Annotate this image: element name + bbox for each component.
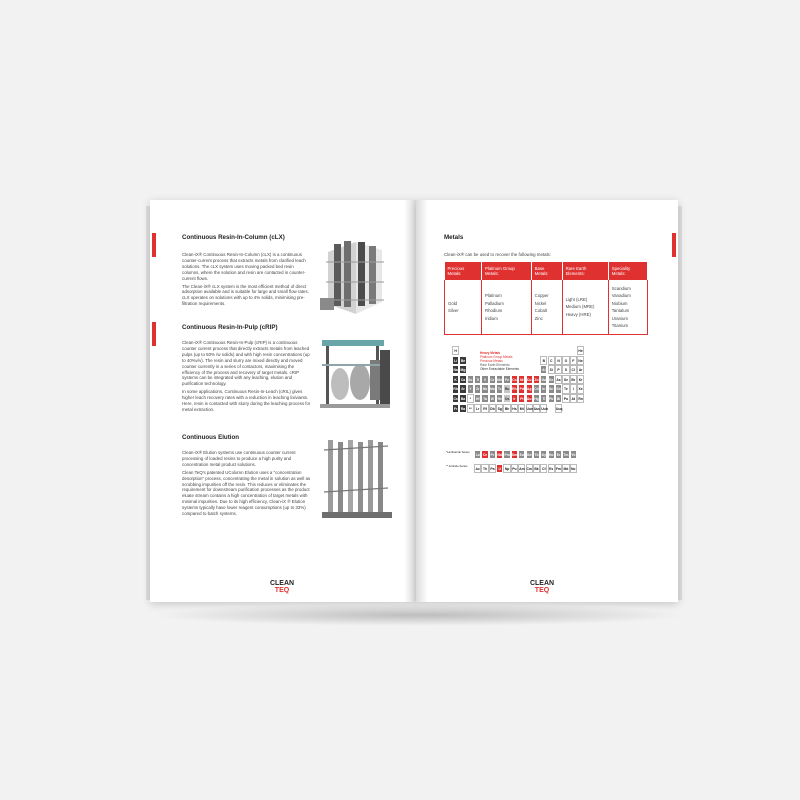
element-cell: V — [481, 375, 488, 384]
element-cell: O — [562, 356, 569, 365]
element-cell: K — [452, 375, 459, 384]
table-row — [445, 280, 648, 335]
element-cell: Pt — [518, 394, 525, 403]
lanthanide-cell: Sm — [511, 450, 518, 459]
element-cell: Uuq — [555, 404, 562, 413]
periodic-table — [446, 346, 646, 486]
metals-heading: Metals — [444, 234, 464, 241]
lanthanide-cell: Yb — [570, 450, 577, 459]
element-cell: Ag — [526, 384, 533, 393]
lanthanide-cell: Tm — [562, 450, 569, 459]
lanthanide-cell: Ho — [548, 450, 555, 459]
element-cell: Co — [511, 375, 518, 384]
actinide-cell: Md — [562, 464, 569, 473]
element-cell: Br — [570, 375, 577, 384]
table-cell — [562, 280, 608, 335]
element-cell: Ti — [474, 375, 481, 384]
metal-name: Zinc — [534, 315, 543, 321]
element-cell: Ra — [459, 404, 466, 413]
actinide-cell: Es — [548, 464, 555, 473]
element-cell: Ne — [577, 356, 584, 365]
element-cell: Rn — [577, 394, 584, 403]
element-cell: Te — [562, 384, 569, 393]
section-heading: Continuous Elution — [182, 434, 240, 441]
lanthanide-cell: Pr — [489, 450, 496, 459]
section-heading: Continuous Resin-In-Pulp (cRIP) — [182, 324, 278, 331]
element-cell: Zn — [533, 375, 540, 384]
element-cell: Ar — [577, 365, 584, 374]
metals-intro: Clean-iX® can be used to recover the following metals: — [444, 252, 551, 257]
element-cell: Be — [459, 356, 466, 365]
elution-columns-icon — [318, 432, 396, 528]
element-cell: Sr — [459, 384, 466, 393]
table-header-row — [445, 262, 648, 280]
element-cell: Os — [503, 394, 510, 403]
element-cell: F — [570, 356, 577, 365]
actinide-label: ** Actinide Series — [446, 464, 468, 468]
metal-name: Tantalum — [611, 308, 630, 313]
metal-name: Silver — [448, 308, 459, 313]
section-body — [182, 340, 312, 413]
table-header: Base Metals: — [531, 262, 562, 280]
element-cell: Re — [496, 394, 503, 403]
element-cell: Zr — [474, 384, 481, 393]
element-cell: Si — [548, 365, 555, 374]
element-cell: Na — [452, 365, 459, 374]
element-cell: Se — [562, 375, 569, 384]
actinide-cell: U — [496, 464, 503, 473]
section-heading: Continuous Resin-In-Column (cLX) — [182, 234, 285, 241]
lanthanide-cell: Dy — [540, 450, 547, 459]
element-cell: W — [489, 394, 496, 403]
actinide-cell: Th — [481, 464, 488, 473]
lanthanide-cell: Eu — [518, 450, 525, 459]
element-cell: Tc — [496, 384, 503, 393]
lanthanide-cell: Tb — [533, 450, 540, 459]
metal-name: Platinum — [484, 293, 502, 298]
red-tab-marker — [672, 233, 676, 257]
element-cell: Sn — [548, 384, 555, 393]
element-cell: Rh — [511, 384, 518, 393]
element-cell: Sc — [467, 375, 474, 384]
table-header: Precious Metals: — [445, 262, 482, 280]
metal-name: Medium (MRE) — [565, 304, 595, 310]
element-cell: S — [562, 365, 569, 374]
element-cell: Mg — [459, 365, 466, 374]
metal-name: Palladium — [484, 300, 504, 306]
element-cell: P — [555, 365, 562, 374]
element-cell: Sb — [555, 384, 562, 393]
lanthanide-cell: Er — [555, 450, 562, 459]
resin-in-pulp-plant-icon — [318, 330, 394, 412]
actinide-cell: No — [570, 464, 577, 473]
actinide-cell: Pu — [511, 464, 518, 473]
metal-name: Nickel — [534, 300, 547, 306]
element-cell: Rb — [452, 384, 459, 393]
lanthanide-cell: La — [474, 450, 481, 459]
lanthanide-cell: Ce — [481, 450, 488, 459]
element-cell: Uub — [540, 404, 547, 413]
element-cell: B — [540, 356, 547, 365]
element-cell: Xe — [577, 384, 584, 393]
element-cell: Ge — [548, 375, 555, 384]
table-header: Platinum Group Metals: — [481, 262, 531, 280]
red-tab-marker — [152, 322, 156, 346]
element-cell: Ir — [511, 394, 518, 403]
clean-teq-logo — [526, 580, 558, 594]
table-header: Speciality Metals: — [608, 262, 647, 280]
element-cell: Bh — [503, 404, 510, 413]
element-cell: Lr — [474, 404, 481, 413]
legend-item: Precious Metals — [480, 359, 503, 363]
metal-name: Gold — [448, 300, 458, 306]
metal-name: Titanium — [611, 323, 629, 328]
element-cell: Ta — [481, 394, 488, 403]
element-cell: At — [570, 394, 577, 403]
element-cell: Po — [562, 394, 569, 403]
element-cell: H — [452, 346, 459, 355]
actinide-cell: Fm — [555, 464, 562, 473]
table-cell — [445, 280, 482, 335]
element-cell: Ni — [518, 375, 525, 384]
table-header: Rare Earth Elements: — [562, 262, 608, 280]
element-cell: Bi — [555, 394, 562, 403]
lanthanide-cell: Pm — [503, 450, 510, 459]
element-cell: Ru — [503, 384, 510, 393]
element-cell: Fe — [503, 375, 510, 384]
element-cell: Nb — [481, 384, 488, 393]
element-cell: Cl — [570, 365, 577, 374]
metal-name: Scandium — [611, 285, 631, 291]
paragraph: Clean-iX® Continuous Resin-In-Pulp (cRIP) is a continuous counter current process that directly extracts metals from leached pulps (up to 50% /w solids) and with high resin concentrations (up to 40%v/v). The resin and slurry are mixed directly and moved counter currently in a series of contactors, maximising the efficiency of the process and recovery of target metals. cRIP systems can be integrated with any leaching, elution and purification technology. — [182, 340, 310, 387]
element-cell: Au — [526, 394, 533, 403]
book-spine — [404, 200, 428, 602]
section-body — [182, 450, 314, 517]
element-cell: Ba — [459, 394, 466, 403]
metal-name: Cobalt — [534, 308, 548, 313]
actinide-cell: Pa — [489, 464, 496, 473]
element-cell: N — [555, 356, 562, 365]
element-cell: Fr — [452, 404, 459, 413]
resin-column-plant-icon — [316, 232, 392, 318]
element-cell: Kr — [577, 375, 584, 384]
legend-item: Heavy Metals — [480, 351, 501, 355]
element-cell: Tl — [540, 394, 547, 403]
element-cell: Hf — [474, 394, 481, 403]
paragraph: Clean-iX® Elution systems use continuous counter current processing of loaded resins to produce a high purity and concentration metal product solutions. — [182, 450, 296, 467]
legend-item: Platinum Group Metals — [480, 355, 513, 359]
element-cell: Uun — [526, 404, 533, 413]
lanthanide-cell: Gd — [526, 450, 533, 459]
logo-text: TEQ — [534, 587, 550, 594]
element-cell: Uuu — [533, 404, 540, 413]
metals-table — [444, 262, 648, 335]
logo-text: TEQ — [274, 587, 290, 594]
element-cell: Hs — [511, 404, 518, 413]
metal-name: Iridium — [484, 315, 498, 321]
element-cell: Mt — [518, 404, 525, 413]
element-cell: Sg — [496, 404, 503, 413]
paragraph: Clean TeQ's patented UColumn Elution uses a "concentration desorption" process, concentrating the metal in solution as well as scrubbing impurities off the resin. This reduces or eliminates the requirement for downstream purification processes as the product eluate stream contains a high concentration of target metals with minimal impurities. Due to its high efficiency, Clean-iX ® Elution systems typically have lower reagent consumptions (up to 33%) compared to batch systems. — [182, 469, 311, 517]
element-cell: ** — [467, 404, 474, 413]
actinide-cell: Cf — [540, 464, 547, 473]
element-cell: Ca — [459, 375, 466, 384]
table-cell — [481, 280, 531, 335]
metal-name: Vanadium — [611, 293, 631, 298]
paragraph: In some applications, Continuous Resin-In-Leach (cRIL) gives higher leach recovery rates with a reduction in leaching lixiviants. Here, resin is contacted with slurry during the leaching process for metal extraction. — [182, 389, 311, 412]
element-cell: Db — [489, 404, 496, 413]
metal-name: Light (LRE) — [565, 296, 588, 302]
metal-name: Rhodium — [484, 308, 503, 313]
book-shadow — [150, 604, 690, 626]
element-cell: Pd — [518, 384, 525, 393]
element-cell: Mo — [489, 384, 496, 393]
metal-name: Uranium — [611, 315, 628, 321]
paragraph: The Clean-iX® cLX system is the most efficient method of direct adsorption available and is suitable for large and small flow rates. cLX operates on solutions with up to 4% solids, minimising pre-filtration requirements. — [182, 283, 309, 307]
actinide-cell: Np — [503, 464, 510, 473]
metal-name: Copper — [534, 293, 549, 298]
element-cell: Cs — [452, 394, 459, 403]
element-cell: Cd — [533, 384, 540, 393]
paragraph: Clean-iX® Continuous Resin-In-Column (cLX) is a continuous counter-current process that extracts metals from clarified leach solutions. The cLX system uses moving packed bed resin columns, where the solution and resin are contacted in counter-current flows. — [182, 252, 306, 281]
actinide-cell: Bk — [533, 464, 540, 473]
actinide-cell: Am — [518, 464, 525, 473]
element-cell: I — [570, 384, 577, 393]
page-stack-right — [678, 206, 682, 600]
element-cell: As — [555, 375, 562, 384]
actinide-cell: Ac — [474, 464, 481, 473]
element-cell: Al — [540, 365, 547, 374]
lanthanide-cell: Nd — [496, 450, 503, 459]
element-cell: He — [577, 346, 584, 355]
element-cell: Hg — [533, 394, 540, 403]
metal-name: Heavy (HRE) — [565, 311, 591, 317]
table-cell — [608, 280, 647, 335]
element-cell: Li — [452, 356, 459, 365]
element-cell: Y — [467, 384, 474, 393]
lanthanide-label: *Lanthanide Series — [446, 450, 470, 454]
actinide-cell: Cm — [526, 464, 533, 473]
element-cell: Rf — [481, 404, 488, 413]
element-cell: Ga — [540, 375, 547, 384]
legend-item: Other Extractable Elements — [480, 367, 519, 371]
logo-text: CLEAN — [269, 580, 295, 587]
legend-item: Rare Earth Elements — [480, 363, 510, 367]
element-cell: Cr — [489, 375, 496, 384]
element-cell: In — [540, 384, 547, 393]
element-cell: C — [548, 356, 555, 365]
element-cell: Mn — [496, 375, 503, 384]
section-body — [182, 252, 310, 307]
red-tab-marker — [152, 233, 156, 257]
logo-text: CLEAN — [529, 580, 555, 587]
element-cell: Cu — [526, 375, 533, 384]
element-cell: * — [467, 394, 474, 403]
element-cell: Pb — [548, 394, 555, 403]
metal-name: Niobium — [611, 300, 628, 306]
table-cell — [531, 280, 562, 335]
clean-teq-logo — [266, 580, 298, 594]
